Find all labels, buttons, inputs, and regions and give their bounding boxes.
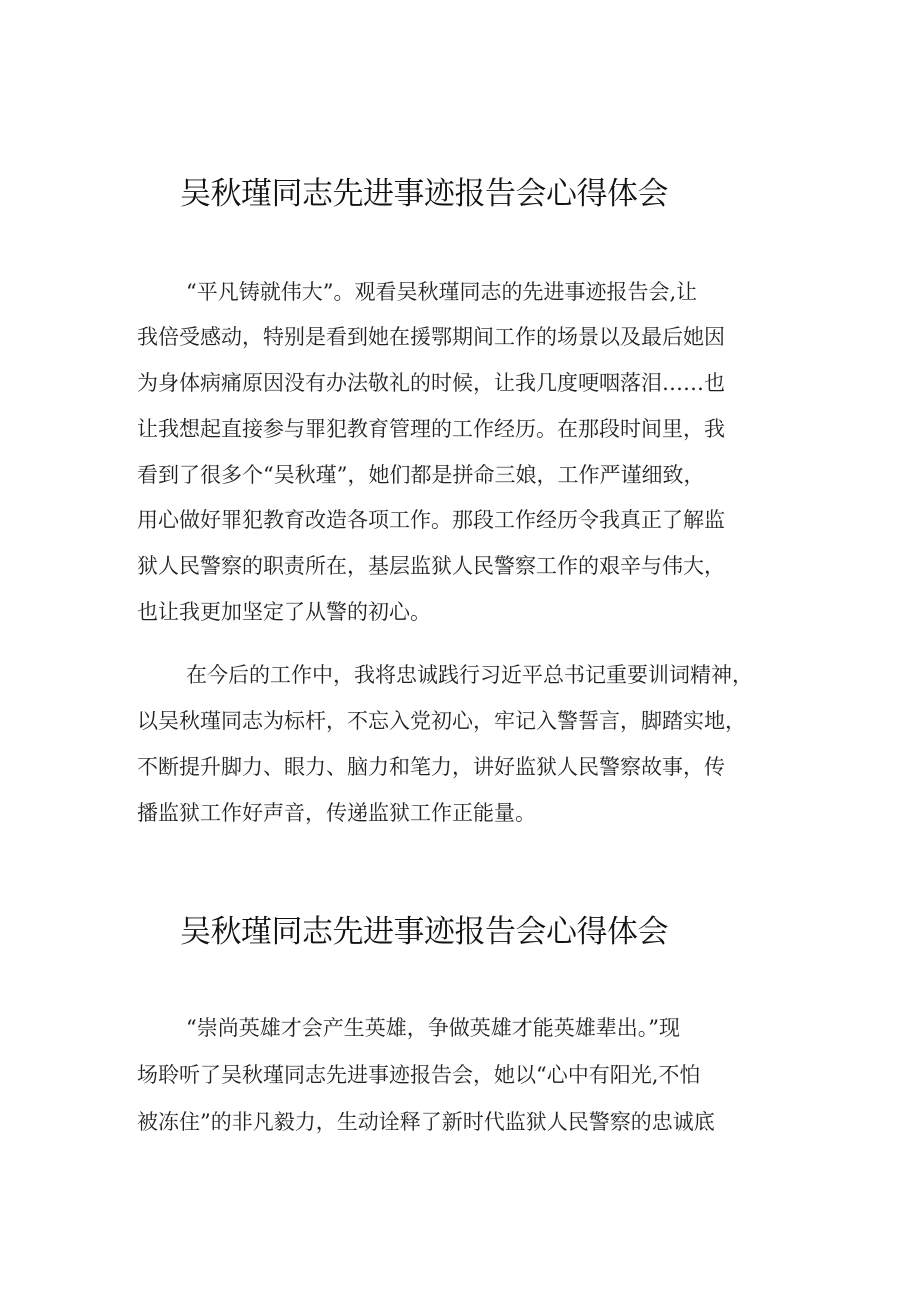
paragraph-line: 不断提升脚力、眼力、脑力和笔力，讲好监狱人民警察故事，传 bbox=[137, 755, 725, 779]
paragraph-line: 为身体病痛原因没有办法敬礼的时候，让我几度哽咽落泪……也 bbox=[137, 371, 725, 395]
paragraph-line: “崇尚英雄才会产生英雄，争做英雄才能英雄辈出。”现 bbox=[186, 1016, 680, 1040]
paragraph-line: 用心做好罪犯教育改造各项工作。那段工作经历令我真正了解监 bbox=[137, 508, 725, 532]
paragraph-line: 让我想起直接参与罪犯教育管理的工作经历。在那段时间里，我 bbox=[137, 417, 725, 441]
paragraph-line: 播监狱工作好声音，传递监狱工作正能量。 bbox=[137, 801, 536, 825]
paragraph-line: 被冻住”的非凡毅力，生动诠释了新时代监狱人民警察的忠诚底 bbox=[137, 1110, 715, 1134]
section-title: 吴秋瑾同志先进事迹报告会心得体会 bbox=[180, 914, 668, 950]
paragraph-line: 狱人民警察的职责所在，基层监狱人民警察工作的艰辛与伟大， bbox=[137, 554, 725, 578]
paragraph-line: 场聆听了吴秋瑾同志先进事迹报告会，她以“心中有阳光,不怕 bbox=[137, 1063, 701, 1087]
paragraph-line: 看到了很多个“吴秋瑾”，她们都是拼命三娘，工作严谨细致， bbox=[137, 463, 705, 487]
paragraph-line: “平凡铸就伟大”。观看吴秋瑾同志的先进事迹报告会,让 bbox=[186, 280, 698, 304]
paragraph-line: 以吴秋瑾同志为标杆，不忘入党初心，牢记入警誓言，脚踏实地， bbox=[137, 709, 746, 733]
paragraph-line: 也让我更加坚定了从警的初心。 bbox=[137, 600, 431, 624]
paragraph-line: 在今后的工作中，我将忠诚践行习近平总书记重要训词精神， bbox=[186, 663, 753, 687]
section-title: 吴秋瑾同志先进事迹报告会心得体会 bbox=[180, 176, 668, 212]
paragraph-line: 我倍受感动，特别是看到她在援鄂期间工作的场景以及最后她因 bbox=[137, 325, 725, 349]
